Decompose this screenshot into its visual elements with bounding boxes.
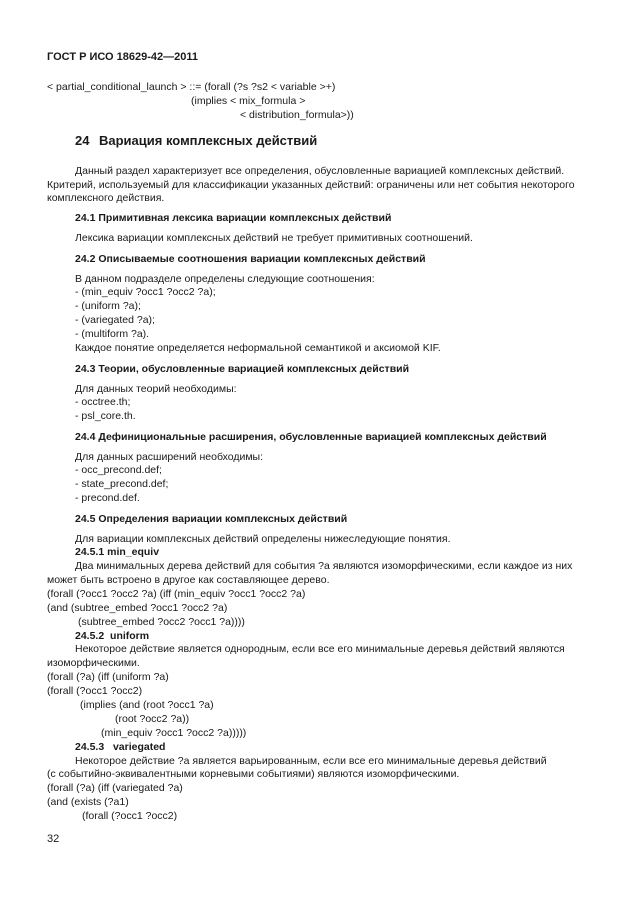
list-item: - (variegated ?a); [75, 314, 155, 326]
paragraph-line: Два минимальных дерева действий для события ?a являются изоморфическими, если каждое из них [75, 560, 573, 572]
section-title: Вариация комплексных действий [99, 133, 318, 148]
list-item: - (multiform ?a). [75, 328, 150, 340]
section-number: 24 [75, 133, 90, 148]
code-line: (root ?occ2 ?a)) [115, 713, 190, 725]
list-item: - state_precond.def; [75, 478, 169, 490]
list-item: - precond.def. [75, 492, 140, 504]
subsection-heading: 24.3 Теории, обусловленные вариацией комплексных действий [75, 363, 410, 375]
code-line: (and (subtree_embed ?occ1 ?occ2 ?a) [47, 602, 228, 614]
list-item: - occtree.th; [75, 396, 131, 408]
paragraph-line: комплексного действия. [47, 192, 165, 204]
code-line: (forall (?a) (iff (variegated ?a) [47, 782, 183, 794]
paragraph-line: Данный раздел характеризует все определения, обусловленные вариацией комплексных действий. [75, 165, 565, 177]
paragraph-line: Для данных теорий необходимы: [75, 383, 237, 395]
paragraph-line: изоморфическими. [47, 657, 140, 669]
definition-heading: 24.5.1 min_equiv [75, 546, 160, 558]
paragraph-line: Критерий, используемый для классификации указанных действий: ограничены или нет события некоторого [47, 179, 575, 191]
list-item: - occ_precond.def; [75, 464, 162, 476]
list-item: - (min_equiv ?occ1 ?occ2 ?a); [75, 286, 216, 298]
paragraph-line: Для данных расширений необходимы: [75, 451, 264, 463]
list-item: - psl_core.th. [75, 410, 136, 422]
page-number: 32 [47, 833, 60, 845]
paragraph-line: Лексика вариации комплексных действий не требует примитивных соотношений. [75, 232, 473, 244]
list-item: - (uniform ?a); [75, 300, 141, 312]
subsection-heading: 24.5 Определения вариации комплексных действий [75, 513, 348, 525]
paragraph-line: может быть встроено в другое как составляющее дерево. [47, 574, 330, 586]
definition-heading: 24.5.2 uniform [75, 630, 150, 642]
paragraph-line: Каждое понятие определяется неформальной семантикой и аксиомой KIF. [75, 342, 441, 354]
formula-line: < partial_conditional_launch > ::= (forall (?s ?s2 < variable >+) [47, 81, 336, 93]
definition-heading: 24.5.3 variegated [75, 741, 166, 753]
code-line: (min_equiv ?occ1 ?occ2 ?a))))) [101, 727, 247, 739]
formula-line: (implies < mix_formula > [191, 95, 306, 107]
paragraph-line: Некоторое действие является однородным, если все его минимальные деревья действий являются [75, 643, 565, 655]
code-line: (implies (and (root ?occ1 ?a) [80, 699, 214, 711]
document-header: ГОСТ Р ИСО 18629-42—2011 [47, 51, 199, 63]
code-line: (subtree_embed ?occ2 ?occ1 ?a)))) [78, 616, 245, 628]
subsection-heading: 24.4 Дефинициональные расширения, обусловленные вариацией комплексных действий [75, 431, 547, 443]
code-line: (forall (?occ1 ?occ2 ?a) (iff (min_equiv ?occ1 ?occ2 ?a) [47, 588, 306, 600]
code-line: (forall (?occ1 ?occ2) [82, 810, 178, 822]
paragraph-line: Для вариации комплексных действий определены нижеследующие понятия. [75, 533, 451, 545]
paragraph-line: В данном подразделе определены следующие соотношения: [75, 273, 375, 285]
code-line: (forall (?occ1 ?occ2) [47, 685, 143, 697]
code-line: (forall (?a) (iff (uniform ?a) [47, 671, 169, 683]
paragraph-line: (с событийно-эквивалентными корневыми событиями) являются изоморфическими. [47, 768, 460, 780]
formula-line: < distribution_formula>)) [240, 109, 354, 121]
subsection-heading: 24.1 Примитивная лексика вариации комплексных действий [75, 212, 392, 224]
subsection-heading: 24.2 Описываемые соотношения вариации комплексных действий [75, 253, 426, 265]
code-line: (and (exists (?a1) [47, 796, 129, 808]
paragraph-line: Некоторое действие ?a является варьированным, если все его минимальные деревья действий [75, 755, 547, 767]
